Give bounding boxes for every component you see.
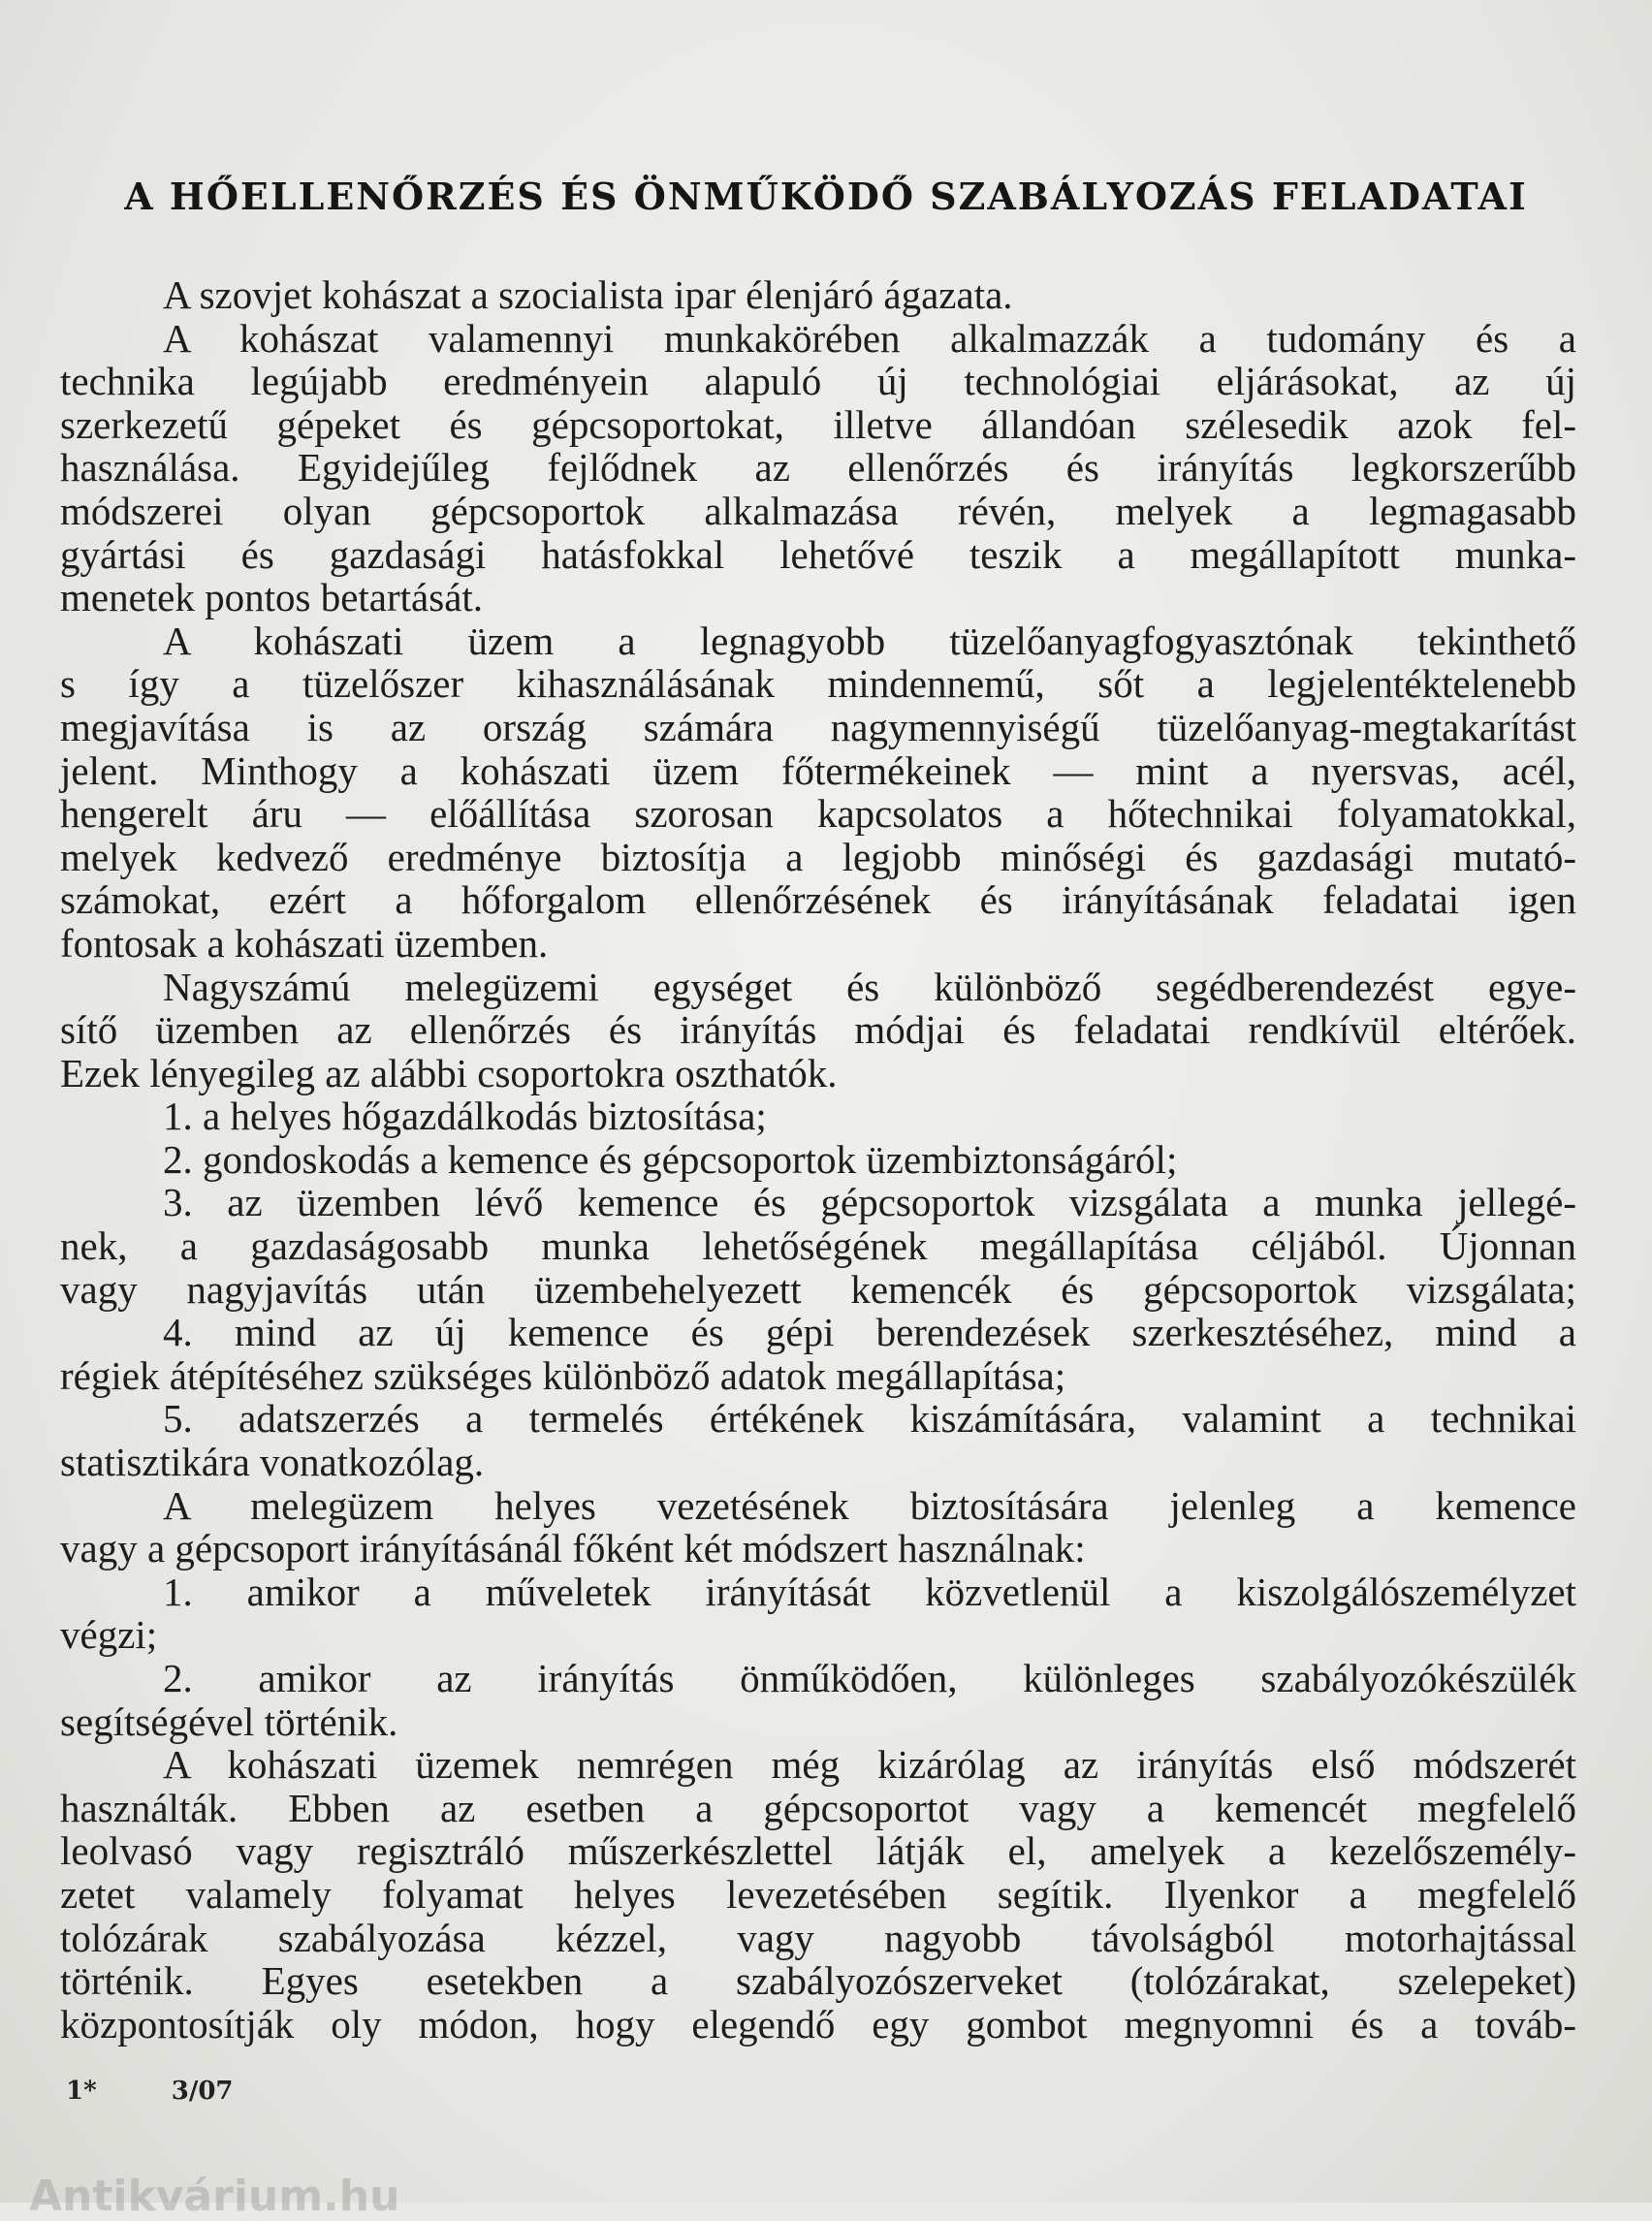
text-line: vagy a gépcsoport irányításánál főként két módszert használnak: — [60, 1526, 1086, 1571]
text-line: A szovjet kohászat a szocialista ipar élenjáró ágazata. — [163, 272, 1013, 317]
text-line: A melegüzem helyes vezetésének biztosítására jelenleg a kemence — [163, 1482, 1576, 1528]
text-line: 5. adatszerzés a termelés értékének kiszámítására, valamint a technikai — [163, 1396, 1576, 1442]
text-line: 2. amikor az irányítás önműködően, különleges szabályozókészülék — [163, 1656, 1576, 1700]
text-line: módszerei olyan gépcsoportok alkalmazása révén, melyek a legmagasabb — [60, 488, 1576, 533]
page-mark: 1* — [66, 2077, 97, 2106]
text-line: A kohászati üzem a legnagyobb tüzelőanyagfogyasztónak tekinthető — [163, 618, 1576, 663]
text-line: szerkezetű gépeket és gépcsoportokat, illetve állandóan szélesedik azok fel- — [60, 401, 1576, 447]
text-line: 2. gondoskodás a kemence és gépcsoportok üzembiztonságáról; — [163, 1136, 1178, 1182]
text-line: sítő üzemben az ellenőrzés és irányítás módjai és feladatai rendkívül eltérőek. — [60, 1007, 1576, 1053]
watermark: Antikvárium.hu — [29, 2172, 400, 2221]
text-line: s így a tüzelőszer kihasználásának mindennemű, sőt a legjelentéktelenebb — [60, 661, 1576, 707]
text-line: technika legújabb eredményein alapuló új technológiai eljárásokat, az új — [60, 359, 1576, 404]
text-line: melyek kedvező eredménye biztosítja a legjobb minőségi és gazdasági mutató- — [60, 834, 1576, 879]
page-footer — [66, 2077, 300, 2106]
text-line: Ezek lényegileg az alábbi csoportokra oszthatók. — [60, 1050, 838, 1095]
text-line: központosítják oly módon, hogy elegendő egy gombot megnyomni és a továb- — [60, 2001, 1576, 2046]
text-line: fontosak a kohászati üzemben. — [60, 920, 549, 966]
text-line: A kohászat valamennyi munkakörében alkalmazzák a tudomány és a — [163, 315, 1576, 361]
text-line: tolózárak szabályozása kézzel, vagy nagyobb távolságból motorhajtással — [60, 1915, 1576, 1960]
text-line: Nagyszámú melegüzemi egységet és különböző segédberendezést egye- — [163, 964, 1576, 1009]
text-line: használták. Ebben az esetben a gépcsoportot vagy a kemencét megfelelő — [60, 1785, 1576, 1830]
text-line: megjavítása is az ország számára nagymennyiségű tüzelőanyag-megtakarítást — [60, 704, 1576, 749]
text-line: 3. az üzemben lévő kemence és gépcsoportok vizsgálata a munka jellegé- — [163, 1180, 1576, 1225]
text-line: segítségével történik. — [60, 1698, 398, 1744]
text-line: régiek átépítéséhez szükséges különböző adatok megállapítása; — [60, 1352, 1066, 1398]
text-line: A kohászati üzemek nemrégen még kizárólag az irányítás első módszerét — [163, 1742, 1576, 1788]
printer-signature: 3/07 — [171, 2077, 234, 2106]
text-line: 1. amikor a műveletek irányítását közvetlenül a kiszolgálószemélyzet — [163, 1569, 1576, 1614]
text-line: statisztikára vonatkozólag. — [60, 1440, 485, 1485]
text-line: vagy nagyjavítás után üzembehelyezett kemencék és gépcsoportok vizsgálata; — [60, 1266, 1576, 1312]
text-line: nek, a gazdaságosabb munka lehetőségének megállapítása céljából. Újonnan — [60, 1223, 1576, 1269]
text-line: zetet valamely folyamat helyes levezetésében segítik. Ilyenkor a megfelelő — [60, 1871, 1576, 1917]
text-line: használása. Egyidejűleg fejlődnek az ellenőrzés és irányítás legkorszerűbb — [60, 445, 1576, 491]
text-line: hengerelt áru — előállítása szorosan kapcsolatos a hőtechnikai folyamatokkal, — [60, 791, 1576, 837]
text-line: menetek pontos betartását. — [60, 575, 484, 620]
body-text — [60, 273, 1576, 2046]
text-line: gyártási és gazdasági hatásfokkal lehetővé teszik a megállapított munka- — [60, 531, 1576, 577]
text-line: 1. a helyes hőgazdálkodás biztosítása; — [163, 1094, 767, 1139]
text-line: számokat, ezért a hőforgalom ellenőrzésének és irányításának feladatai igen — [60, 877, 1576, 923]
text-line: leolvasó vagy regisztráló műszerkészlettel látják el, amelyek a kezelőszemély- — [60, 1828, 1576, 1874]
text-line: történik. Egyes esetekben a szabályozószerveket (tolózárakat, szelepeket) — [60, 1958, 1576, 2004]
text-line: 4. mind az új kemence és gépi berendezések szerkesztéséhez, mind a — [163, 1310, 1576, 1355]
page-title: A HŐELLENŐRZÉS ÉS ÖNMŰKÖDŐ SZABÁLYOZÁS FELADATAI — [124, 175, 1528, 218]
text-line: végzi; — [60, 1612, 158, 1658]
text-line: jelent. Minthogy a kohászati üzem főtermékeinek — mint a nyersvas, acél, — [60, 747, 1576, 793]
